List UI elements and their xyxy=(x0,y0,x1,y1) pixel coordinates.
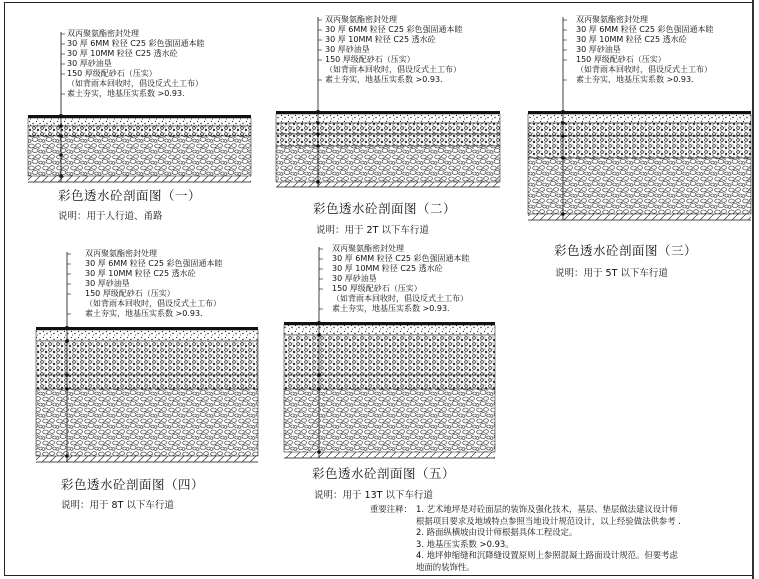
section-usage: 说明：用于 13T 以下车行道 xyxy=(314,490,433,501)
note-item: 4. 地坪伸缩缝和沉降缝设置原则上参照混凝土路面设计规范。但要考虑 xyxy=(416,550,678,560)
layer-label: 150 厚级配砂石（压实） xyxy=(576,55,666,64)
layer-label: 150 厚级配砂石（压实） xyxy=(67,69,157,78)
layer-label: 150 厚级配砂石（压实） xyxy=(325,55,415,64)
layer-label: 双丙聚氨酯密封处理 xyxy=(85,249,157,258)
layer-label: 30 厚 10MM 粒径 C25 透水砼 xyxy=(67,49,178,58)
notes-heading: 重要注释： xyxy=(370,504,412,514)
layer-label: 30 厚砂油垦 xyxy=(576,45,621,54)
note-item: 根据项目要求及地域特点参照当地设计规范设计，以上经验做法供参考 . xyxy=(416,515,681,526)
note-item: 3. 地基压实系数 >0.93。 xyxy=(416,538,514,549)
section-title: 彩色透水砼剖面图（一） xyxy=(58,188,202,203)
layer-label: 素土夯实，地基压实系数 >0.93. xyxy=(67,89,185,98)
layer-label: 素土夯实，地基压实系数 >0.93. xyxy=(325,75,443,84)
important-notes xyxy=(370,504,681,573)
layer-label: 30 厚 10MM 粒径 C25 透水砼 xyxy=(85,269,196,278)
section-title: 彩色透水砼剖面图（五） xyxy=(312,466,456,481)
section-usage: 说明：用于 5T 以下车行道 xyxy=(555,268,668,279)
layer-label: 30 厚 6MM 粒径 C25 彩色强固通本睦 xyxy=(332,254,470,263)
section-title: 彩色透水砼剖面图（三） xyxy=(554,243,698,258)
layer-label: 30 厚 6MM 粒径 C25 彩色强固通本睦 xyxy=(85,259,223,268)
layer-label: （如背雨本回收时，倡设反式土工布） xyxy=(85,299,221,308)
layer-label: （如背雨本回收时，倡设反式土工布） xyxy=(332,294,468,303)
note-item: 地面的装饰性。 xyxy=(416,561,475,572)
layer-label: （如背雨本回收时，倡设反式土工布） xyxy=(325,65,461,74)
layer-label: 30 厚 10MM 粒径 C25 透水砼 xyxy=(576,35,687,44)
layer-label: 素土夯实，地基压实系数 >0.93. xyxy=(85,309,203,318)
layer-label: 30 厚砂油垦 xyxy=(332,274,377,283)
section-title: 彩色透水砼剖面图（四） xyxy=(61,477,205,492)
layer-label: 30 厚 6MM 粒径 C25 彩色强固通本睦 xyxy=(576,25,714,34)
section-title: 彩色透水砼剖面图（二） xyxy=(313,201,457,216)
layer-label: 双丙聚氨酯密封处理 xyxy=(67,29,139,38)
section-usage: 说明：用于人行道、甬路 xyxy=(58,211,163,222)
note-item: 1. 艺术地坪是对砼面层的装饰及强化技术，基层、垫层做法建议设计师 xyxy=(416,504,678,514)
layer-label: 30 厚 10MM 粒径 C25 透水砼 xyxy=(325,35,436,44)
layer-label: 30 厚 6MM 粒径 C25 彩色强固通本睦 xyxy=(67,39,205,48)
layer-label: 150 厚级配砂石（压实） xyxy=(85,289,175,298)
section-usage: 说明：用于 8T 以下车行道 xyxy=(61,500,174,511)
layer-label: （如背雨本回收时，倡设反式土工布） xyxy=(576,65,712,74)
layer-label: 30 厚砂油垦 xyxy=(85,279,130,288)
layer-label: 30 厚 6MM 粒径 C25 彩色强固通本睦 xyxy=(325,25,463,34)
layer-label: 30 厚砂油垦 xyxy=(67,59,112,68)
section-usage: 说明：用于 2T 以下车行道 xyxy=(316,225,429,236)
layer-label: 素土夯实，地基压实系数 >0.93. xyxy=(332,304,450,313)
layer-label: 150 厚级配砂石（压实） xyxy=(332,284,422,293)
layer-label: 双丙聚氨酯密封处理 xyxy=(332,244,404,253)
layer-label: 30 厚 10MM 粒径 C25 透水砼 xyxy=(332,264,443,273)
note-item: 2. 路面纵横坡由设计师根据具体工程设定。 xyxy=(416,527,578,537)
layer-label: （如背雨本回收时，倡设反式土工布） xyxy=(67,79,203,88)
layer-label: 双丙聚氨酯密封处理 xyxy=(576,15,648,24)
layer-label: 双丙聚氨酯密封处理 xyxy=(325,15,397,24)
layer-label: 素土夯实，地基压实系数 >0.93. xyxy=(576,75,694,84)
layer-label: 30 厚砂油垦 xyxy=(325,45,370,54)
